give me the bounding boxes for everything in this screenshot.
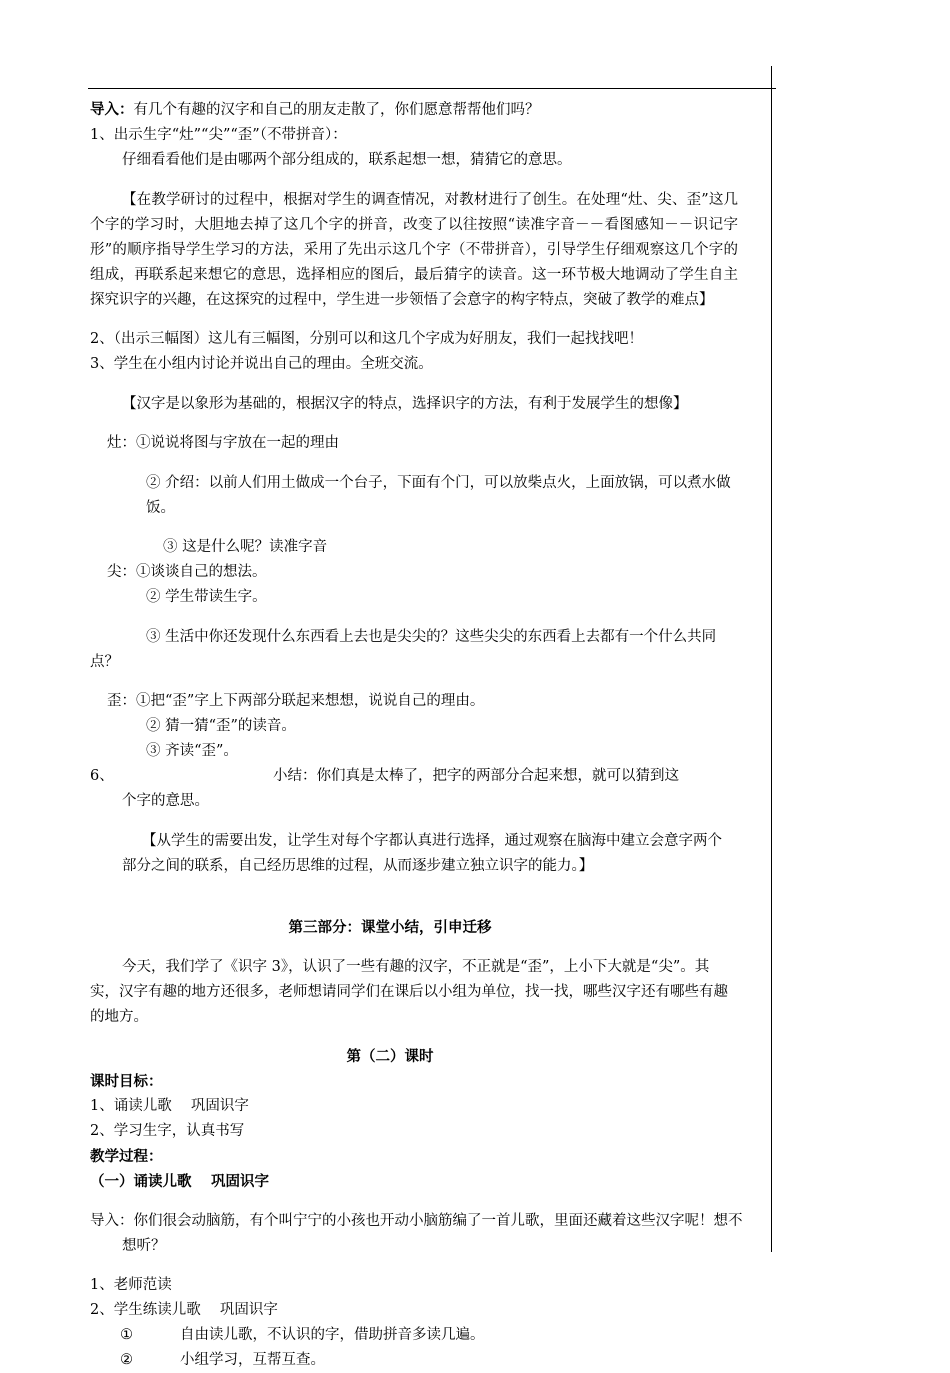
- sub-step-2: ② 小组学习，互帮互查。: [120, 1352, 325, 1368]
- jian-item-3: ③ 生活中你还发现什么东西看上去也是尖尖的？这些尖尖的东西看上去都有一个什么共同点？: [90, 628, 717, 670]
- section-1-heading: （一）诵读儿歌 巩固识字: [90, 1173, 270, 1190]
- step-1-detail: 仔细看看他们是由哪两个部分组成的，联系起想一想，猜猜它的意思。: [122, 152, 572, 168]
- right-margin-rule: [771, 66, 772, 1252]
- wai-item-1: 歪：①把“歪”字上下两部分联起来想想，说说自己的理由。: [107, 693, 485, 709]
- header-rule: [88, 88, 776, 89]
- section-1-step-2: 2、学生练读儿歌 巩固识字: [90, 1302, 278, 1318]
- teaching-note-2: 【汉字是以象形为基础的，根据汉字的特点，选择识字的方法，有利于发展学生的想像】: [122, 395, 688, 412]
- teaching-note-1: 【在教学研讨的过程中，根据对学生的调查情况，对教材进行了创生。在处理“灶、尖、歪”这几个字的学习时，大胆地去掉了这几个字的拼音，改变了以往按照“读准字音－－看图感知－－识记字形”的顺序指导学生学习的方法，采用了先出示这几个字（不带拼音），引导学生仔细观察这几个字的组成，再联系起来想它的意思，选择相应的图后，最后猜字的读音。这一环节极大地调动了学生自主探究识字的兴趣，在这探究的过程中，学生进一步领悟了会意字的构字特点，突破了教学的难点】: [90, 191, 738, 308]
- step-6-cont: 个字的意思。: [122, 793, 209, 809]
- jian-item-2: ② 学生带读生字。: [146, 589, 267, 605]
- section-1-step-1: 1、老师范读: [90, 1277, 172, 1293]
- zao-item-3: ③ 这是什么呢？读准字音: [163, 539, 328, 555]
- step-3: 3、学生在小组内讨论并说出自己的理由。全班交流。: [90, 356, 433, 372]
- lesson-2-heading: 第（二）课时: [346, 1048, 434, 1065]
- process-title: 教学过程：: [90, 1148, 163, 1165]
- zao-item-2: ② 介绍：以前人们用土做成一个台子，下面有个门，可以放柴点火，上面放锅，可以煮水做饭。: [146, 474, 731, 516]
- zao-item-1: 灶：①说说将图与字放在一起的理由: [107, 435, 339, 451]
- section-1-intro: 导入：你们很会动脑筋，有个叫宁宁的小孩也开动小脑筋编了一首儿歌，里面还藏着这些汉字呢！想不想听？: [90, 1212, 743, 1254]
- sub-step-1: ① 自由读儿歌，不认识的字，借助拼音多读几遍。: [120, 1327, 485, 1343]
- intro-line: 导入：有几个有趣的汉字和自己的朋友走散了，你们愿意帮帮他们吗？: [90, 101, 540, 118]
- wai-item-3: ③ 齐读“歪”。: [146, 743, 238, 759]
- wai-item-2: ② 猜一猜“歪”的读音。: [146, 718, 296, 734]
- goal-2: 2、学习生字，认真书写: [90, 1123, 245, 1139]
- document-body: [90, 97, 743, 1373]
- goal-1: 1、诵读儿歌 巩固识字: [90, 1098, 249, 1114]
- step-6: 6、 小结：你们真是太棒了，把字的两部分合起来想，就可以猜到这: [90, 768, 679, 784]
- jian-item-1: 尖：①谈谈自己的想法。: [107, 564, 267, 580]
- goals-title: 课时目标：: [90, 1073, 163, 1090]
- summary-paragraph: 今天，我们学了《识字 3》，认识了一些有趣的汉字，不正就是“歪”，上小下大就是“尖”。其实，汉字有趣的地方还很多，老师想请同学们在课后以小组为单位，找一找，哪些汉字还有哪些有趣的地方。: [90, 958, 728, 1025]
- step-1: 1、出示生字“灶”“尖”“歪”（不带拼音）：: [90, 127, 347, 143]
- step-2: 2、（出示三幅图）这儿有三幅图，分别可以和这几个字成为好朋友，我们一起找找吧！: [90, 331, 643, 347]
- part-3-heading: 第三部分：课堂小结，引申迁移: [288, 919, 492, 936]
- teaching-note-3: 【从学生的需要出发，让学生对每个字都认真进行选择，通过观察在脑海中建立会意字两个部分之间的联系，自己经历思维的过程，从而逐步建立独立识字的能力。】: [122, 832, 722, 874]
